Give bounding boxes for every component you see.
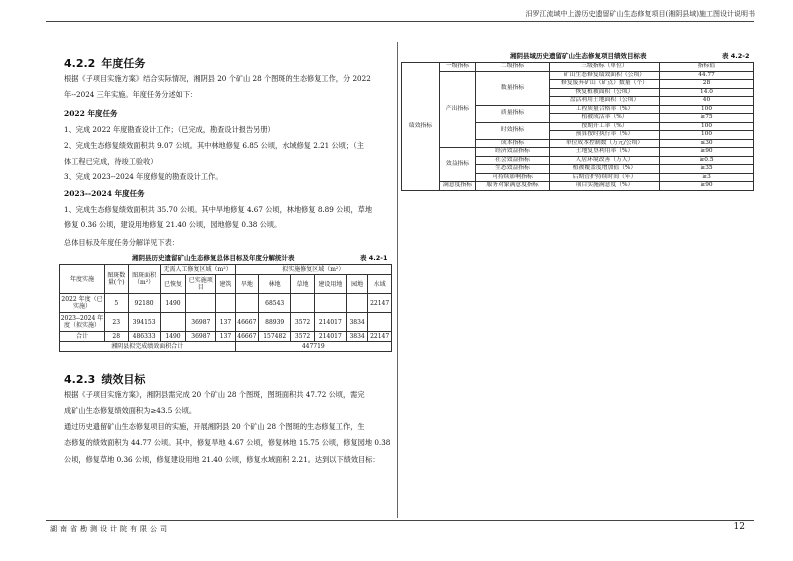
subheading-2022: 2022 年度任务 <box>64 109 118 118</box>
cell: ≥90 <box>660 148 754 157</box>
header-cell: 一级指标 <box>440 63 476 72</box>
annual-task-table <box>59 264 392 352</box>
list-item: 修复 0.36 公顷，建设用地修复 21.40 公顷，园地修复 0.38 公顷。 <box>64 220 282 229</box>
cell: 人居环境改善（万人） <box>550 156 660 165</box>
cell: 社会效益指标 <box>476 156 550 165</box>
paragraph: 成矿山生态修复绩效面积为≥43.5 公顷。 <box>64 406 197 415</box>
cell: 植被成活率（%） <box>550 114 660 123</box>
header-cell: 年度实施 <box>60 265 105 294</box>
cell: 44.77 <box>660 71 754 80</box>
cell: 湘阴县拟完成绩效面积合计 <box>60 342 236 352</box>
header-cell: 无需人工修复区域（m²） <box>160 265 235 275</box>
table-number: 表 4.2-2 <box>722 52 750 60</box>
cell: 5 <box>104 294 128 313</box>
header-cell: 草地 <box>291 275 315 294</box>
cell: 92180 <box>128 294 160 313</box>
cell: 生态效益指标 <box>476 165 550 174</box>
cell: 2023--2024 年度（拟实施） <box>60 313 105 332</box>
list-item: 3、完成 2023--2024 年度修复的勘查设计工作。 <box>64 172 223 181</box>
cell: 46667 <box>235 332 259 342</box>
cell: 3572 <box>291 332 315 342</box>
cell: 满意度指标 <box>440 182 476 191</box>
cell: 恢复植被面积（公顷） <box>550 88 660 97</box>
cell: 157482 <box>259 332 291 342</box>
cell: 394153 <box>128 313 160 332</box>
paragraph: 通过历史遗留矿山生态修复项目的实施，开展湘阴县 20 个矿山 28 个图斑的生态修复工作，生 <box>64 422 365 431</box>
cell: 23 <box>104 313 128 332</box>
header-cell: 水域 <box>368 275 392 294</box>
cell: 137 <box>216 313 235 332</box>
paragraph: 根据《子项目实施方案》结合实际情况，湘阴县 20 个矿山 28 个图斑的生态修复工作，分 2022 <box>64 74 371 83</box>
paragraph: 总体目标及年度任务分解详见下表： <box>64 238 180 247</box>
cell: 88939 <box>259 313 291 332</box>
table-header-row <box>402 63 754 72</box>
table-row <box>60 294 392 313</box>
cell: ≥35 <box>660 165 754 174</box>
header-cell: 指标值 <box>660 63 754 72</box>
cell: 36987 <box>186 332 216 342</box>
cell: 预算按时执行率（%） <box>550 131 660 140</box>
cell: 可持续影响指标 <box>476 173 550 182</box>
list-item: 2、完成生态修复绩效面积共 9.07 公顷。其中林地修复 6.85 公顷，水域修复 2.21 公顷；（主 <box>64 141 364 150</box>
cell <box>216 294 235 313</box>
cell <box>314 294 346 313</box>
cell: 后期管护持续时间（年） <box>550 173 660 182</box>
header-cell: 二级指标 <box>476 63 550 72</box>
cell <box>291 294 315 313</box>
cell: 工程质量合格率（%） <box>550 105 660 114</box>
table-row <box>60 313 392 332</box>
cell: 22147 <box>368 332 392 342</box>
cell <box>160 313 186 332</box>
header-cell: 林地 <box>259 275 291 294</box>
cell: 36987 <box>186 313 216 332</box>
cell: 时效指标 <box>476 122 550 139</box>
paragraph: 年--2024 三年实施。年度任务分述如下： <box>64 90 198 99</box>
cell: 产出指标 <box>440 71 476 148</box>
header-cell: 三级指标（单位） <box>550 63 660 72</box>
cell: 1490 <box>160 332 186 342</box>
cell: 100 <box>660 131 754 140</box>
list-item: 体工程已完成，待竣工验收） <box>64 157 158 166</box>
performance-target-table <box>401 62 754 191</box>
cell: 214017 <box>314 332 346 342</box>
cell: ≥3 <box>660 173 754 182</box>
table-total-row <box>60 342 392 352</box>
cell: 项目实施满意度（%） <box>550 182 660 191</box>
table-row <box>402 148 754 157</box>
column-divider <box>397 42 398 518</box>
cell: 效益指标 <box>440 148 476 182</box>
cell: 修复废弃矿山（矿点）数量（个） <box>550 80 660 89</box>
cell: 28 <box>104 332 128 342</box>
cell: ≤30 <box>660 139 754 148</box>
cell: 绩效指标 <box>402 63 440 191</box>
cell: 单位成本控制数（万元/公顷） <box>550 139 660 148</box>
cell: 46667 <box>235 313 259 332</box>
table-row <box>402 71 754 80</box>
table-number: 表 4.2-1 <box>360 254 388 262</box>
page-number: 12 <box>733 522 745 532</box>
cell: 137 <box>216 332 235 342</box>
cell: 经济效益指标 <box>476 148 550 157</box>
cell: 按期开工率（%） <box>550 122 660 131</box>
header-cell: 旱地 <box>235 275 259 294</box>
cell: 1490 <box>160 294 186 313</box>
header-cell: 拟实施修复区域（m²） <box>235 265 391 275</box>
cell: 14.0 <box>660 88 754 97</box>
table-title: 湘阴县域历史遗留矿山生态修复项目绩效目标表 <box>510 52 647 60</box>
cell: 合计 <box>60 332 105 342</box>
header-cell: 建设用地 <box>314 275 346 294</box>
section-heading-4-2-3: 4.2.3 绩效目标 <box>64 373 146 386</box>
cell: 3572 <box>291 313 315 332</box>
cell: 214017 <box>314 313 346 332</box>
cell: 100 <box>660 105 754 114</box>
cell: 486333 <box>128 332 160 342</box>
list-item: 1、完成生态修复绩效面积共 35.70 公顷。其中旱地修复 4.67 公顷，林地修复 8.89 公顷，草地 <box>64 205 373 214</box>
paragraph: 根据《子项目实施方案》，湘阴县需完成 20 个矿山 28 个图斑，图斑面积共 47.72 公顷，需完 <box>64 390 365 399</box>
cell: 数量指标 <box>476 71 550 105</box>
cell: 盘活利用土地面积（公顷） <box>550 97 660 106</box>
cell: 3834 <box>346 313 367 332</box>
cell: 68543 <box>259 294 291 313</box>
section-heading-4-2-2: 4.2.2 年度任务 <box>64 57 146 70</box>
cell: 质量指标 <box>476 105 550 122</box>
header-rule <box>46 21 754 22</box>
cell <box>186 294 216 313</box>
header-cell: 图斑面积（m²） <box>128 265 160 294</box>
table-row <box>402 182 754 191</box>
cell: ≥90 <box>660 182 754 191</box>
table-row <box>60 332 392 342</box>
cell: 植被覆盖度增加值（%） <box>550 165 660 174</box>
cell: 100 <box>660 122 754 131</box>
page-header: 汨罗江流域中上游历史遗留矿山生态修复项目(湘阴县域)施工图设计说明书 <box>525 10 755 18</box>
cell <box>346 294 367 313</box>
cell: 土地复垦利用率（%） <box>550 148 660 157</box>
cell <box>368 313 392 332</box>
cell: 22147 <box>368 294 392 313</box>
paragraph: 公顷，修复草地 0.36 公顷，修复建设用地 21.40 公顷，修复水域面积 2.21。达到以下绩效目标： <box>64 455 380 464</box>
table-title: 湘阴县历史遗留矿山生态修复总体目标及年度分解统计表 <box>132 254 295 262</box>
cell: 矿山生态修复绩效面积（公顷） <box>550 71 660 80</box>
footer-company: 湖南省勘测设计院有限公司 <box>50 525 170 533</box>
cell: 成本指标 <box>476 139 550 148</box>
cell: 3834 <box>346 332 367 342</box>
header-cell: 已实施项目 <box>186 275 216 294</box>
paragraph: 态修复的绩效面积为 44.77 公顷。其中，修复旱地 4.67 公顷，修复林地 15.75 公顷，修复园地 0.38 <box>64 438 391 447</box>
header-cell: 已恢复 <box>160 275 186 294</box>
cell: 40 <box>660 97 754 106</box>
cell: 447719 <box>235 342 391 352</box>
cell: ≥0.5 <box>660 156 754 165</box>
cell: ≥75 <box>660 114 754 123</box>
footer-rule <box>46 520 754 521</box>
header-cell: 园地 <box>346 275 367 294</box>
cell: 服务对象满意度指标 <box>476 182 550 191</box>
cell <box>235 294 259 313</box>
subheading-2023-2024: 2023--2024 年度任务 <box>64 189 145 198</box>
header-cell: 图斑数量(个) <box>104 265 128 294</box>
cell: 28 <box>660 80 754 89</box>
cell: 2022 年度（已实施） <box>60 294 105 313</box>
header-cell: 建筑 <box>216 275 235 294</box>
list-item: 1、完成 2022 年度勘查设计工作；（已完成，勘查设计报告另册） <box>64 125 275 134</box>
